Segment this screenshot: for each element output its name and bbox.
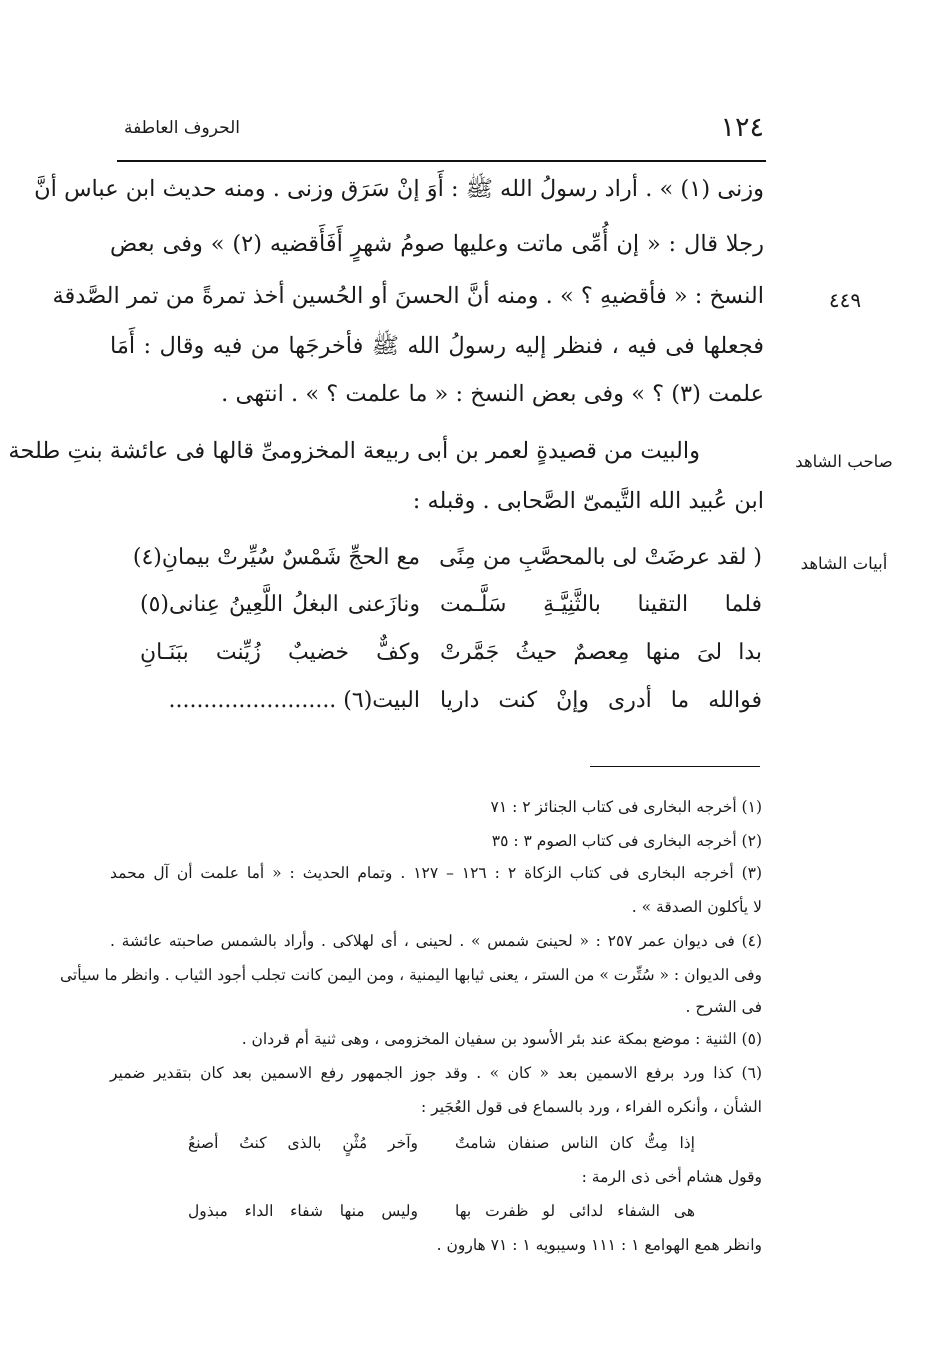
- footnote-3-cont: لا يأكلون الصدقة » .: [631, 898, 762, 916]
- running-title: الحروف العاطفة: [123, 118, 240, 138]
- header-rule: [117, 160, 766, 162]
- footnote-verse-first-hemistich: إذا مِتُّ كان الناس صنفان شامتٌ: [455, 1134, 695, 1152]
- footnote-6-cont: وقول هشام أخى ذى الرمة :: [581, 1168, 762, 1186]
- footnote-verse-second-hemistich: وآخر مُثْنٍ بالذى كنتُ أصنعُ: [188, 1134, 418, 1152]
- body-line: ابن عُبيد الله التَّيمىّ الصَّحابى . وقبله :: [412, 488, 764, 514]
- verse-first-hemistich: فوالله ما أدرى وإنْ كنت داريا: [440, 688, 762, 713]
- footnote-4: (٤) فى ديوان عمر ٢٥٧ : « لحينىَ شمس » . لحينى ، أى لهلاكى . وأراد بالشمس صاحبته عائشة .: [110, 932, 763, 950]
- footnote-6-cont: الشأن ، وأنكره الفراء ، ورد بالسماع فى قول العُجَير :: [421, 1098, 762, 1116]
- verse-first-hemistich: ( لقد عرضَتْ لى بالمحصَّبِ من مِنًى: [439, 545, 762, 570]
- footnote-6: (٦) كذا ورد برفع الاسمين بعد « كان » . وقد جوز الجمهور رفع الاسمين بعد كان بتقدير ضمير: [110, 1064, 762, 1082]
- verse-second-hemistich: وكفٌّ خضيبٌ زُيِّنت ببَنَـانِ: [140, 640, 420, 665]
- footnote-rule: [590, 766, 760, 767]
- body-line: علمت (٣) ؟ » وفى بعض النسخ : « ما علمت ؟ » . انتهى .: [221, 381, 764, 407]
- body-line: رجلا قال : « إن أُمِّى ماتت وعليها صومُ شهرٍ أَفَأَقضيه (٢) » وفى بعض: [110, 231, 764, 257]
- page-number: ١٢٤: [720, 112, 764, 143]
- margin-author-of-shahid: صاحب الشاهد: [795, 452, 893, 471]
- margin-hadith-number: ٤٤٩: [828, 288, 862, 312]
- footnote-verse-second-hemistich: وليس منها شفاء الداء مبذول: [188, 1202, 418, 1220]
- body-line: وزنى (١) » . أراد رسولُ الله ﷺ : أَوَ إنْ سَرَق وزنى . ومنه حديث ابن عباس أنَّ: [34, 176, 764, 202]
- body-line: النسخ : « فأقضيهِ ؟ » . ومنه أنَّ الحسنَ أو الحُسين أخذ تمرةً من تمر الصَّدقة: [52, 283, 764, 309]
- footnote-verse-first-hemistich: هى الشفاء لدائى لو ظفرت بها: [455, 1202, 695, 1220]
- verse-second-hemistich: البيت(٦) ........................: [168, 688, 420, 713]
- footnote-4-cont: وفى الديوان : « سُتِّرت » من الستر ، يعنى ثيابها اليمنية ، ومن اليمن كانت تجلب أجود الثياب . وانظر ما سيأتى: [60, 966, 762, 984]
- footnote-6-cont: وانظر همع الهوامع ١ : ١١١ وسيبويه ١ : ٧١ هارون .: [436, 1236, 762, 1254]
- margin-verses-of-shahid: أبيات الشاهد: [800, 554, 888, 573]
- footnote-3: (٣) أخرجه البخارى فى كتاب الزكاة ٢ : ١٢٦ – ١٢٧ . وتمام الحديث : « أما علمت أن آل محمد: [110, 864, 763, 882]
- footnote-2: (٢) أخرجه البخارى فى كتاب الصوم ٣ : ٣٥: [491, 832, 762, 850]
- verse-first-hemistich: فلما التقينا بالثَّنِيَّـةِ سَلَّـمت: [440, 592, 762, 617]
- verse-first-hemistich: بدا لىَ منها مِعصمٌ حيثُ جَمَّرتْ: [440, 640, 762, 665]
- footnote-1: (١) أخرجه البخارى فى كتاب الجنائز ٢ : ٧١: [490, 798, 762, 816]
- body-line: والبيت من قصيدةٍ لعمر بن أبى ربيعة المخزومىِّ قالها فى عائشة بنتِ طلحة: [8, 438, 700, 464]
- verse-second-hemistich: ونازَعنى البغلُ اللَّعِينُ عِنانى(٥): [140, 592, 420, 617]
- verse-second-hemistich: مع الحجِّ شَمْسٌ سُيِّرتْ بيمانِ(٤): [132, 545, 420, 570]
- body-line: فجعلها فى فيه ، فنظر إليه رسولُ الله ﷺ فأخرجَها من فيه وقال : أَمَا: [110, 333, 764, 359]
- footnote-5: (٥) الثنية : موضع بمكة عند بئر الأسود بن سفيان المخزومى ، وهى ثنية أم قردان .: [241, 1030, 762, 1048]
- footnote-4-cont: فى الشرح .: [685, 998, 762, 1016]
